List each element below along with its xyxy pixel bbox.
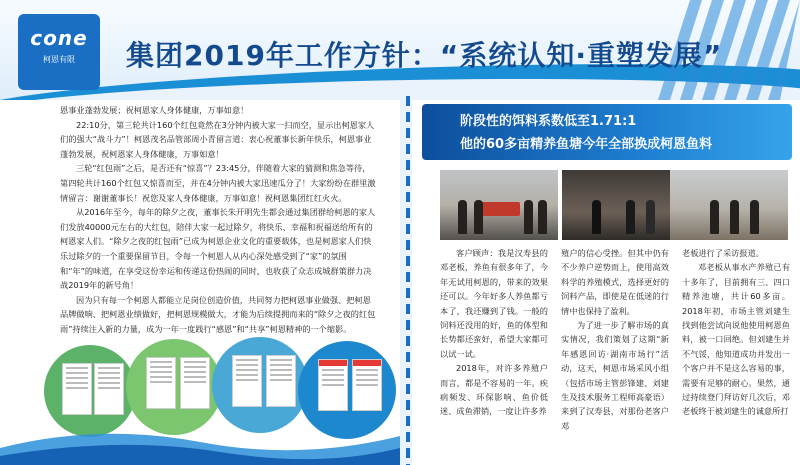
article-column-1 <box>440 246 548 419</box>
left-paragraph-2: 22:10分，第三轮共计160个红包竟然在3分钟内被大家一扫而空，显示出柯恩家人们的强大“战斗力”！柯恩茂名品管部周小青留言道：衷心祝董事长新年快乐，柯恩事业蓬勃发展，祝柯恩家人身体健康，万事如意！ <box>60 119 375 159</box>
article-columns <box>440 246 792 465</box>
page-title: 集团2019年工作方针：“系统认知·重塑发展” <box>126 39 723 72</box>
article-column-2 <box>561 246 669 433</box>
col3-paragraph-2: 邓老板从事水产养殖已有十多年了，目前拥有三、四口精养池塘，共计60多亩。2018年初，市场主管刘建生找到他尝试向说他使用柯恩鱼料，被一口回绝。但刘建生并不气馁，他知道成功并发出一个客户并不是这么容易的事，需要有足够的耐心。果然，通过持续登门拜访好几次后，邓老板终于被刘建生的诚意所打 <box>682 262 790 417</box>
photo-group-banner <box>440 170 558 240</box>
headline-line-2: 他的60多亩精养鱼塘今年全部换成柯恩鱼料 <box>460 137 713 152</box>
person-figure <box>626 200 635 234</box>
person-figure <box>538 200 547 234</box>
photo-pond-visit <box>670 170 788 240</box>
col1-paragraph-2: 2018年，对许多养殖户而言，都是不容易的一年。疾病频发、环保影响、鱼价低迷、成鱼滞销，一度让许多养 <box>440 363 548 417</box>
person-figure <box>458 200 467 234</box>
phone-screenshot-icon <box>62 363 92 415</box>
photo-interview <box>562 170 680 240</box>
company-logo <box>18 14 100 90</box>
logo-subtitle: 柯恩有限 <box>43 55 75 64</box>
col2-paragraph-1: 殖户的信心受挫。但其中仍有不少养户逆势而上，使用高效科学的养殖模式，选择更好的饲料产品，即使是在低迷的行情中也保持了盈利。 <box>561 248 669 316</box>
person-figure <box>592 200 601 234</box>
left-paragraph-4: 从2016年至今，每年的除夕之夜，董事长朱开明先生都会通过集团群给柯恩的家人们发放40000元左右的大红包，陪伴大家一起过除夕，将快乐、幸福和祝福送给所有的柯恩家人们。“除夕之夜的红包雨”已成为柯恩企业文化的重要载体，也是柯恩家人们快乐过除夕的一个重要保留节目，令每一个柯恩人从内心深处感受到了“家”的氛围和“年”的味道，在享受这份幸运和传递这份热闹的同时，也收获了众志成城群策群力决战2019年的新号角！ <box>60 207 376 291</box>
person-figure <box>750 200 759 234</box>
person-figure <box>730 200 739 234</box>
column-divider <box>406 96 410 465</box>
phone-screenshot-icon <box>94 363 124 415</box>
logo-mark: cone <box>30 26 88 50</box>
person-figure <box>710 200 719 234</box>
col3-paragraph-1: 老板进行了采访报道。 <box>682 248 764 258</box>
article-headline-banner <box>422 104 792 160</box>
left-paragraph-5: 因为只有每一个柯恩人都能立足岗位创造价值，共同努力把柯恩事业做强、把柯恩品牌做响、把柯恩业绩做好，把柯恩规模做大，才能为后续提拥而来的“除夕之夜的红包雨”持续注入新的力量，成为一年一度践行“感恩”和“共享”柯恩精神的一个缩影。 <box>60 294 376 334</box>
phone-screenshot-icon <box>352 359 382 411</box>
page-header <box>0 0 800 100</box>
col1-paragraph-1: 客户顾声：我是汉寿县的邓老板，养鱼有很多年了，今年无试用柯恩的，带来的效果还可以。今年好多人养鱼都亏本了，我还赚到了钱。一般的饲料还没用的好，鱼的体型和长势都还蛮好，希望大家都可以试一试。 <box>440 248 548 359</box>
left-article <box>0 100 400 465</box>
person-figure <box>524 200 533 234</box>
phone-screenshot-icon <box>146 357 176 409</box>
red-banner-shape <box>480 202 520 216</box>
phone-screenshot-icon <box>318 359 348 411</box>
headline-line-1: 阶段性的饵料系数低至1.71:1 <box>460 114 637 129</box>
article-column-3 <box>682 246 790 419</box>
phone-screenshot-icon <box>180 357 210 409</box>
left-article-text <box>60 103 378 337</box>
person-figure <box>646 200 655 234</box>
col2-paragraph-2: 为了进一步了解市场的真实情况，我们策划了这期“新年感恩回访·湖南市场行”活动，这天，柯恩市场采风小组（包括市场主管彭锋建、刘建生及技术服务工程师高豪语）来到了汉寿县，对那份老客户邓 <box>561 320 669 431</box>
bottom-wave-decoration <box>0 418 400 465</box>
person-figure <box>474 200 483 234</box>
left-paragraph-3: 三轮“红包雨”之后，是否还有“惊喜”？23:45分，伴随着大家的猜测和焦急等待，第四轮共计160个红包又惊喜而至，并在4分钟内被大家迅速瓜分了！大家纷纷在群里激情留言：谢谢董事长！祝您及家人身体健康，万事如意！祝柯恩集团红红火火。 <box>60 163 376 203</box>
phone-screenshot-icon <box>232 355 262 407</box>
phone-screenshot-icon <box>266 355 296 407</box>
right-article <box>412 100 800 465</box>
left-paragraph-1: 恩事业蓬勃发展；祝柯恩家人身体健康，万事如意！ <box>60 105 249 115</box>
